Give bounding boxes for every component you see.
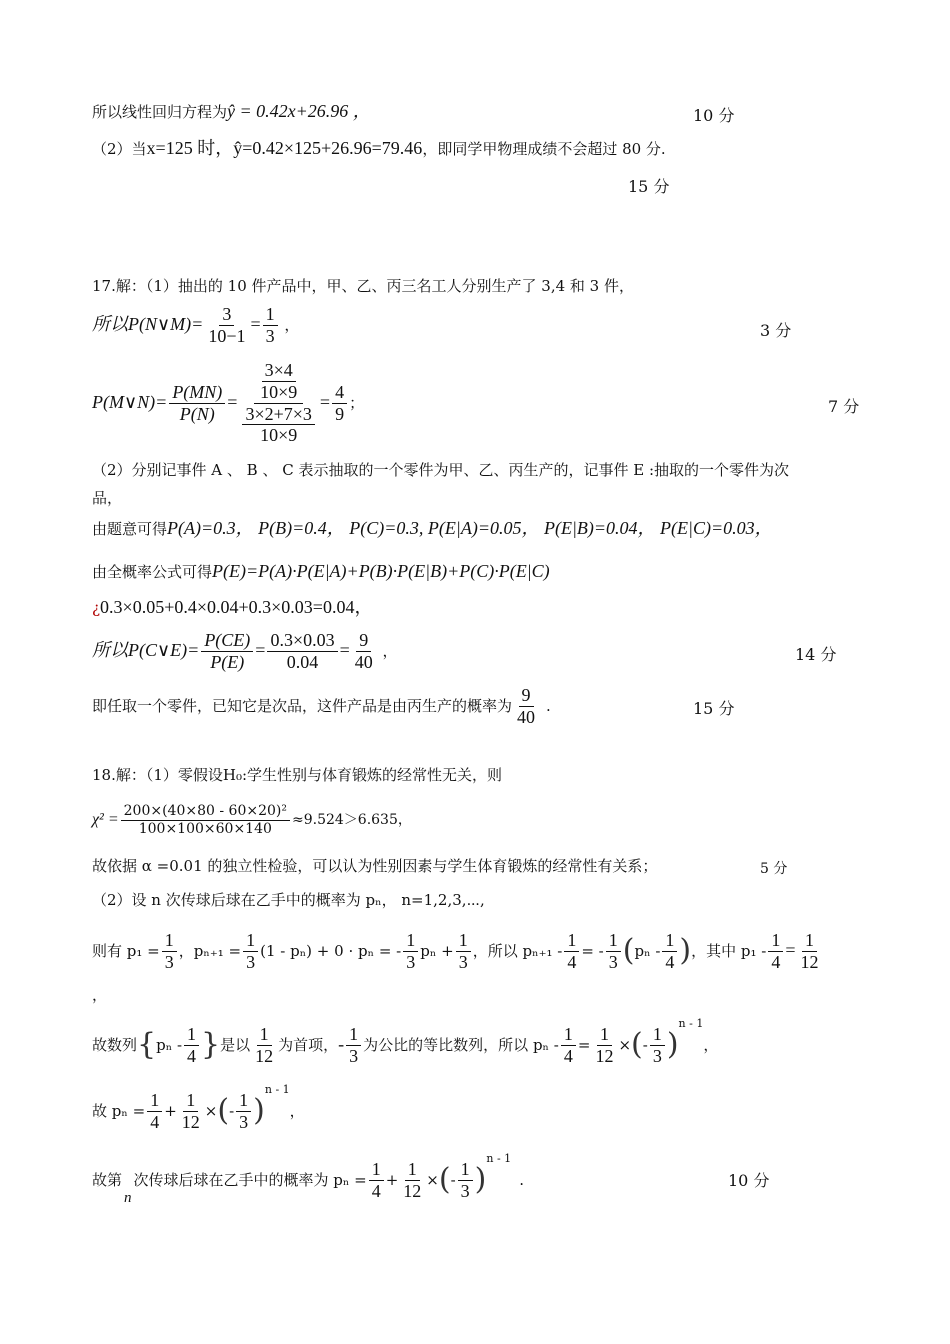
q18-final: 故第 n 次传球后球在乙手中的概率为 pₙ = $\frac{1}{4}$ + $\frac{1}{12}$ × ( - $\frac{1}{3}$ ) $^{n - 1}$ . — [92, 1152, 524, 1206]
calc-expression: 0.3×0.05+0.4×0.04+0.3×0.03=0.04， — [100, 597, 373, 617]
q17-p-nm: 所以P(N∨M)= $\frac{3}{10-1}$ = $\frac{1}{3}$ ， — [92, 303, 300, 346]
q18-chi-square — [92, 795, 412, 845]
p-ce-label: 所以P(C∨E)= — [92, 640, 200, 661]
q18-alpha: 故依据 α =0.01 的独立性检验，可以认为性别因素与学生体育锻炼的经常性有关系； — [92, 857, 658, 875]
chi-result: ≈9.524＞6.635， — [291, 811, 412, 828]
q17-given — [92, 518, 773, 540]
score-3: 3 分 — [760, 321, 792, 340]
score-15: 15 分 — [693, 699, 735, 718]
p-nm-label: 所以P(N∨M)= — [92, 314, 204, 335]
p-ce-result: $\frac{9}{40}$ — [354, 629, 373, 672]
q17-conclusion: 即任取一个零件，已知它是次品，这件产品是由丙生产的概率为 $\frac{9}{40}$ . — [92, 684, 551, 727]
p-mn-result: $\frac{4}{9}$ — [332, 382, 347, 424]
prediction-conclusion: ，即同学甲物理成绩不会超过 80 分. — [422, 140, 666, 158]
p-mn-fraction: $\frac{P(MN)}{P(N)}$ — [169, 382, 225, 424]
q18-comma: ， — [92, 986, 108, 1004]
score-14: 14 分 — [795, 645, 837, 664]
score-10: 10 分 — [728, 1171, 770, 1190]
regression-text: 所以线性回归方程为 — [92, 103, 228, 121]
chi-lhs: χ² = — [92, 811, 119, 829]
q17-total-prob — [92, 561, 550, 583]
q17-part2-line2: 品， — [92, 489, 123, 507]
prediction-label: （2）当 — [92, 140, 147, 158]
score-5: 5 分 — [760, 861, 788, 877]
p-mn-label: P(M∨N)= — [92, 392, 168, 413]
q17-p-ce: 所以P(C∨E)= $\frac{P(CE)}{P(E)}$ = $\frac{0.3\times 0.03}{0.04}$ = $\frac{9}{40}$ ， — [92, 629, 398, 672]
q17-title: 17.解：（1）抽出的 10 件产品中，甲、乙、丙三名工人分别生产了 3,4 和 3 件， — [92, 277, 634, 295]
given-label: 由题意可得 — [92, 520, 168, 538]
conclusion-fraction: $\frac{9}{40}$ — [517, 684, 536, 727]
p-ce-fraction: $\frac{P(CE)}{P(E)}$ — [201, 630, 253, 672]
q17-p-mn: P(M∨N)= $\frac{P(MN)}{P(N)}$ = $\frac{\frac{3\times 4}{10\times 9}}{\frac{3\times 2+7\times 3}{10\times 9}}$ = $\frac{4}{9}$ ； — [92, 360, 365, 446]
q18-title: 18.解：（1）零假设H₀:学生性别与体育锻炼的经常性无关，则 — [92, 766, 503, 784]
calc-mark: ¿ — [92, 599, 101, 617]
prediction-expression: x=125 时，ŷ=0.42×125+26.96=79.46 — [146, 138, 423, 158]
q18-recurrence: 则有 p₁ = $\frac{1}{3}$ ，pₙ₊₁ = $\frac{1}{3}$ (1 - pₙ) + 0 · pₙ = - $\frac{1}{3}$ pₙ + $\frac{1}{3}$ ，所以 pₙ₊₁ - $\frac{1}{4}$ = - $\frac{1}{3}$ ( pₙ - $\frac{1}{4}$ ) ，其中 p₁ - $\frac{1}{4}$ = $\frac{1}{12}$ — [92, 929, 819, 972]
score-prediction: 15 分 — [628, 177, 670, 196]
q18-sequence: 故数列 { pₙ - $\frac{1}{4}$ } 是以 $\frac{1}{12}$ 为首项， - $\frac{1}{3}$ 为公比的等比数列，所以 pₙ - $\frac{1}{4}$ = $\frac{1}{12}$ × ( - $\frac{1}{3}$ ) $^{n - 1}$ ， — [92, 1017, 719, 1066]
regression-line — [92, 101, 371, 123]
q18-part2: （2）设 n 次传球后球在乙手中的概率为 pₙ， n=1,2,3,⋯, — [92, 891, 485, 909]
total-prob-formula: P(E)=P(A)·P(E|A)+P(B)·P(E|B)+P(C)·P(E|C) — [212, 561, 550, 581]
q17-part2-line1: （2）分别记事件 A 、 B 、 C 表示抽取的一个零件为甲、乙、丙生产的，记事件 E :抽取的一个零件为次 — [92, 461, 790, 479]
p-nm-result: $\frac{1}{3}$ — [263, 304, 278, 346]
p-nm-fraction: $\frac{3}{10-1}$ — [208, 303, 246, 346]
p-mn-compound-fraction: $\frac{\frac{3\times 4}{10\times 9}}{\frac{3\times 2+7\times 3}{10\times 9}}$ — [239, 360, 317, 446]
score-7: 7 分 — [828, 397, 860, 416]
regression-equation: ŷ = 0.42x+26.96 ， — [227, 101, 371, 121]
p-ce-mid-fraction: $\frac{0.3\times 0.03}{0.04}$ — [267, 630, 337, 672]
score-regression: 10 分 — [693, 106, 735, 125]
prediction-line — [92, 138, 666, 160]
conclusion-text: 即任取一个零件，已知它是次品，这件产品是由丙生产的概率为 — [92, 697, 513, 715]
total-prob-label: 由全概率公式可得 — [92, 563, 213, 581]
given-probabilities: P(A)=0.3， P(B)=0.4， P(C)=0.3, P(E|A)=0.05， P(E|B)=0.04， P(E|C)=0.03， — [167, 518, 773, 538]
q18-pn: 故 pₙ = $\frac{1}{4}$ + $\frac{1}{12}$ × ( - $\frac{1}{3}$ ) $^{n - 1}$ ， — [92, 1083, 305, 1132]
q17-calc — [92, 597, 372, 619]
chi-fraction: $\frac{\text{200×(40×80 - 60×20)²}}{100\times 100\times 60\times 140}$ — [121, 803, 290, 836]
